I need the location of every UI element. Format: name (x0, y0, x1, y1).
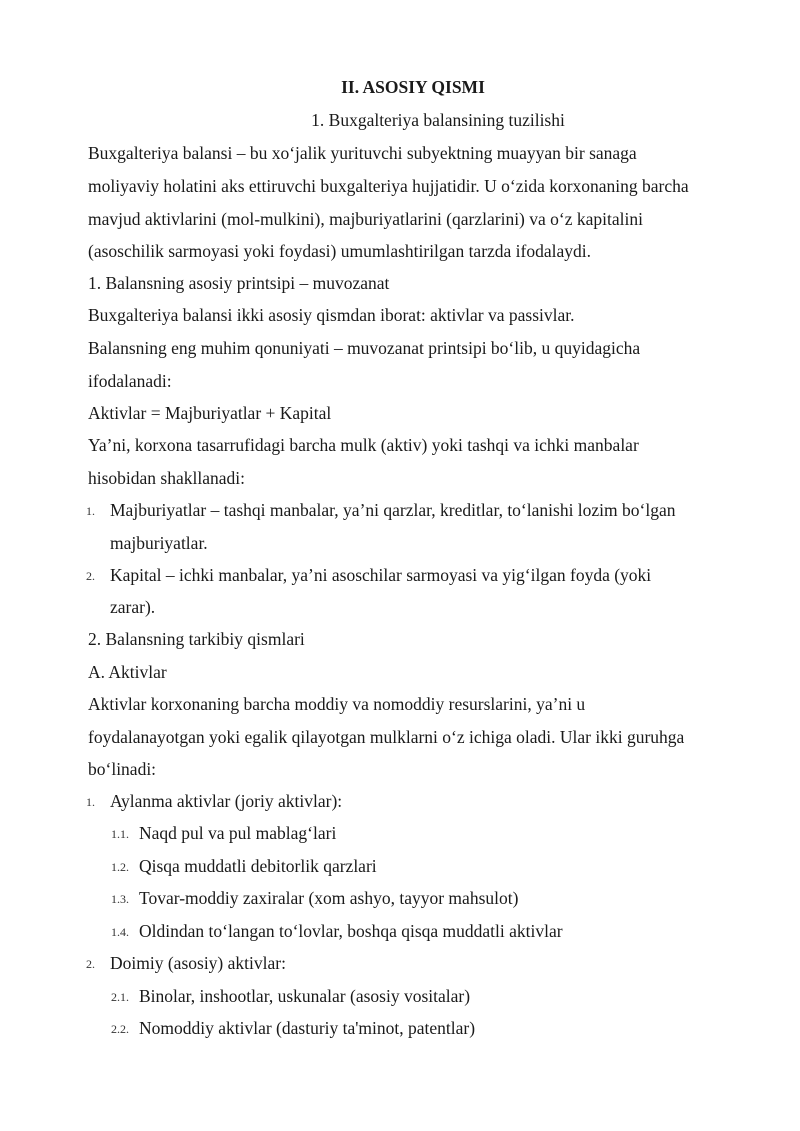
asset-group-label: Aylanma aktivlar (joriy aktivlar): (110, 791, 343, 811)
sublist-number: 1.2. (111, 860, 129, 874)
list-number: 1. (86, 795, 95, 809)
principle-line: Balansning eng muhim qonuniyati – muvozanat printsipi bo‘lib, u quyidagicha (88, 338, 641, 358)
sublist-item: Naqd pul va pul mablag‘lari (139, 823, 337, 843)
intro-line: moliyaviy holatini aks ettiruvchi buxgalteriya hujjatidir. U o‘zida korxonaning barcha (88, 176, 689, 196)
section-title: II. ASOSIY QISMI (341, 77, 485, 97)
sublist-number: 2.2. (111, 1022, 129, 1036)
sublist-item: Qisqa muddatli debitorlik qarzlari (139, 856, 377, 876)
sublist-item: Oldindan to‘langan to‘lovlar, boshqa qisqa muddatli aktivlar (139, 921, 563, 941)
asset-group-label: Doimiy (asosiy) aktivlar: (110, 953, 286, 973)
sublist-number: 1.4. (111, 925, 129, 939)
assets-line: bo‘linadi: (88, 759, 157, 779)
assets-line: foydalanayotgan yoki egalik qilayotgan mulklarni o‘z ichiga oladi. Ular ikki guruhga (88, 727, 685, 747)
list-item-continuation: zarar). (110, 597, 156, 617)
sublist-number: 1.1. (111, 827, 129, 841)
parts-heading: 2. Balansning tarkibiy qismlari (88, 629, 305, 649)
sublist-item: Binolar, inshootlar, uskunalar (asosiy vositalar) (139, 986, 471, 1006)
sublist-number: 1.3. (111, 892, 129, 906)
list-item: Majburiyatlar – tashqi manbalar, ya’ni qarzlar, kreditlar, to‘lanishi lozim bo‘lgan (110, 500, 676, 520)
assets-heading: A. Aktivlar (88, 662, 167, 682)
principle-line: Ya’ni, korxona tasarrufidagi barcha mulk (aktiv) yoki tashqi va ichki manbalar (88, 435, 639, 455)
principle-line: Buxgalteriya balansi ikki asosiy qismdan iborat: aktivlar va passivlar. (88, 305, 575, 325)
assets-line: Aktivlar korxonaning barcha moddiy va nomoddiy resurslarini, ya’ni u (88, 694, 586, 714)
sublist-item: Nomoddiy aktivlar (dasturiy ta'minot, patentlar) (139, 1018, 476, 1038)
intro-line: mavjud aktivlarini (mol-mulkini), majburiyatlarini (qarzlarini) va o‘z kapitalini (88, 209, 643, 229)
principle-line: hisobidan shakllanadi: (88, 468, 245, 488)
list-item: Kapital – ichki manbalar, ya’ni asoschilar sarmoyasi va yig‘ilgan foyda (yoki (110, 565, 652, 585)
principle-heading: 1. Balansning asosiy printsipi – muvozanat (88, 273, 390, 293)
list-number: 2. (86, 957, 95, 971)
intro-line: Buxgalteriya balansi – bu xo‘jalik yurituvchi subyektning muayyan bir sanaga (88, 143, 637, 163)
subsection-title: 1. Buxgalteriya balansining tuzilishi (311, 110, 565, 130)
balance-equation: Aktivlar = Majburiyatlar + Kapital (88, 403, 332, 423)
list-number: 2. (86, 569, 95, 583)
list-number: 1. (86, 504, 95, 518)
sublist-number: 2.1. (111, 990, 129, 1004)
list-item-continuation: majburiyatlar. (110, 533, 208, 553)
sublist-item: Tovar-moddiy zaxiralar (xom ashyo, tayyor mahsulot) (139, 888, 519, 908)
principle-line: ifodalanadi: (88, 371, 172, 391)
intro-line: (asoschilik sarmoyasi yoki foydasi) umumlashtirilgan tarzda ifodalaydi. (88, 241, 592, 261)
